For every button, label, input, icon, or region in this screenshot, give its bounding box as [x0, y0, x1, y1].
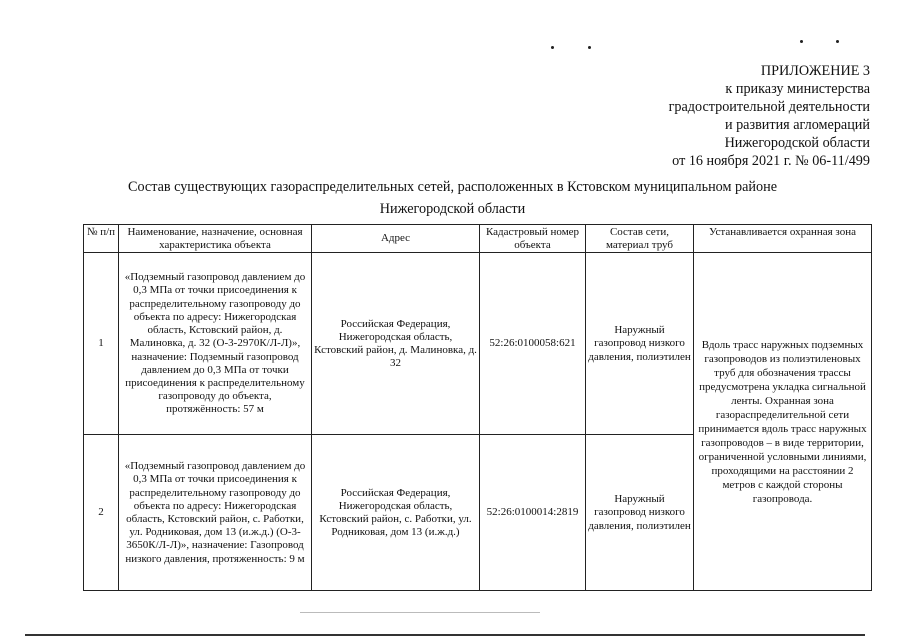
appendix-line: ПРИЛОЖЕНИЕ 3 — [760, 63, 870, 79]
appendix-line: градостроительной деятельности — [668, 99, 870, 115]
cell-address: Российская Федерация, Нижегородская область, Кстовский район, с. Работки, ул. Родниковая, дом 13 (и.ж.д.) — [312, 435, 480, 591]
scan-artifact-line — [300, 612, 540, 613]
scan-edge-line — [25, 634, 865, 636]
scan-speck — [800, 40, 803, 43]
cell-address: Российская Федерация, Нижегородская область, Кстовский район, д. Малиновка, д. 32 — [312, 253, 480, 435]
cell-cadastral: 52:26:0100014:2819 — [480, 435, 586, 591]
header-cadastral: Кадастровый номер объекта — [480, 225, 586, 253]
appendix-line: Нижегородской области — [724, 135, 870, 151]
document-title — [0, 176, 905, 220]
header-zone: Устанавливается охранная зона — [694, 225, 872, 253]
cell-name: «Подземный газопровод давлением до 0,3 МПа от точки присоединения к распределительному газопроводу до объекта по адресу: Нижегородская область, Кстовский район, д. Малиновка, д. 32 (О-3-2970К/Л-Л)», назначение: Подземный газопровод давлением до 0,3 МПа от точки присоединения к распределительному газопроводу до объекта, протяжённость: 57 м — [119, 253, 312, 435]
scan-speck — [588, 46, 591, 49]
header-composition: Состав сети, материал труб — [586, 225, 694, 253]
gas-network-table — [83, 224, 872, 591]
cell-num: 1 — [84, 253, 119, 435]
cell-cadastral: 52:26:0100058:621 — [480, 253, 586, 435]
appendix-header — [669, 62, 870, 170]
header-address: Адрес — [312, 225, 480, 253]
title-line-1: Состав существующих газораспределительных сетей, расположенных в Кстовском муниципальном районе — [127, 179, 777, 195]
appendix-line: и развития агломераций — [724, 117, 870, 133]
table-header-row — [84, 225, 872, 253]
cell-name: «Подземный газопровод давлением до 0,3 МПа от точки присоединения к распределительному газопроводу до объекта по адресу: Нижегородская область, Кстовский район, с. Работки, ул. Родниковая, дом 13 (и.ж.д.) (О-3-3650К/Л-Л)», назначение: Газопровод низкого давления, протяженность: 9 м — [119, 435, 312, 591]
cell-composition: Наружный газопровод низкого давления, полиэтилен — [586, 435, 694, 591]
scan-speck — [551, 46, 554, 49]
header-num: № п/п — [84, 225, 119, 253]
cell-zone: Вдоль трасс наружных подземных газопроводов из полиэтиленовых труб для обозначения трассы предусмотрена укладка сигнальной ленты. Охранная зона газораспределительной сети принимается вдоль трасс наружных газопроводов – в виде территории, ограниченной условными линиями, проходящими на расстоянии 2 метров с каждой стороны газопровода. — [694, 253, 872, 591]
cell-num: 2 — [84, 435, 119, 591]
appendix-line: от 16 ноября 2021 г. № 06-11/499 — [672, 153, 870, 169]
scan-speck — [836, 40, 839, 43]
header-name: Наименование, назначение, основная характеристика объекта — [119, 225, 312, 253]
appendix-line: к приказу министерства — [725, 81, 870, 97]
cell-composition: Наружный газопровод низкого давления, полиэтилен — [586, 253, 694, 435]
table-row — [84, 253, 872, 435]
title-line-2: Нижегородской области — [379, 201, 526, 217]
